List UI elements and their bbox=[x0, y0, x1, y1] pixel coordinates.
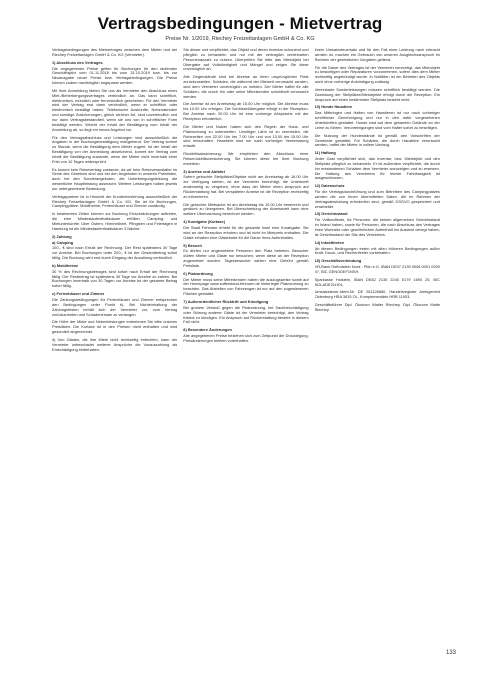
section-heading: b) Mobilheime bbox=[52, 262, 79, 268]
section-heading: 15) Geschäftsverbindung bbox=[314, 258, 362, 264]
paragraph: Für die Dauer des Vertrages ist der Vermieter berechtigt, das Mietobjekt zu besichtigen oder Reparaturen vorzunehmen, sofern dies dem Mieter rechtzeitig angekündigt wurde. In Notfällen ist ein Betreten des Objekts auch ohne vorherige Ankündigung zulässig. bbox=[314, 64, 440, 85]
text-column-3 bbox=[315, 48, 440, 648]
section-heading: 3) Anreise und Abfahrt bbox=[183, 168, 225, 174]
paragraph: Der Mieter muss seine Mitreisenden haben die auszugsweise sowie auf der Homepage www.sufferstand-fehmarn.de hinterlegte Platzordnung zu beachten. Das Abstellen von Fahrzeugen ist nur auf den zugewiesenen Flächen gestattet. bbox=[183, 276, 309, 297]
paragraph: Die gebuchte Mietsache ist am Abreisetag bis 10.00 Uhr besenrein und geräumt zu übergeben. Bei Überschreitung der Abreisezeit kann eine weitere Übernachtung berechnet werden. bbox=[183, 201, 309, 217]
section-heading: 11) Haftung bbox=[314, 150, 336, 156]
paragraph: 30 % des Rechnungsbetrages sind sofort nach Erhalt der Rechnung fällig. Der Restbetrag ist spätestens 30 Tage vor Anreise zu zahlen. Bei Buchungen innerhalb von 30 Tagen vor Anreise ist der gesamte Betrag sofort fällig. bbox=[52, 268, 178, 289]
text-columns bbox=[52, 48, 440, 648]
paragraph: Die angegebenen Preise gelten für Buchungen für den laufenden Geschäftsjahr vom 01.11.2018 bis zum 31.10.2019 bzw. bis zur Neuausgabe neuer Preise bzw. Vertragsbedingungen. Die Preise können zudem nachträglich angepasst werden. bbox=[52, 65, 178, 86]
paragraph: VR-Bank Ostholstein Nord - Plön e.G. IBAN DE07 2139 0008 0001 0290 47, BIC GENODEF1NSH. bbox=[314, 264, 440, 274]
paragraph: Mit Ihrer Anmeldung bieten Sie uns als Vermieter den Abschluss eines Miet-/Beherbergungsvertrages verbindlich an. Das kann schriftlich, elektronisch, mündlich oder fernmündlich geschehen. Für den Vermieter wird der Vertrag erst dann verbindlich, wenn er schriftlich oder elektronisch bestätigt haben. Telefonische Auskünfte, Nebenabreden und sonstige Zusicherungen, gleich welcher Art, sind unverbindlich und nur dann Vertragsbestandteil, wenn sie uns von in schriftlicher Form bestätigt werden. Weicht der Inhalt der Bestätigung vom Inhalt der Anmeldung ab, so liegt ein neues Angebot vor. bbox=[52, 87, 178, 132]
paragraph: Für Vollkaufleute, für Personen, die keinen allgemeinen Gerichtsstand im Inland haben, sowie für Personen, die nach Abschluss des Vertrages ihren Wohnsitz oder gewöhnlichen Aufenthalt ins Ausland verlegt haben, ist Gerichtsstand der Sitz des Vermieters. bbox=[314, 217, 440, 237]
section-heading: 4) Kundgabe (Kurtaxe) bbox=[183, 219, 226, 225]
paragraph: Rücktrittsabsicherung: Wir empfehlen den Abschluss einer Reiserücktrittsversicherung. Sie können diese bei Ihrer Buchung erwerben. bbox=[183, 151, 309, 166]
paragraph: Vertragsbedingungen des Mietvertrages zwischen dem Mieter und der Riechey Freizeitanlagen GmbH & Co. KG (Vermieter). bbox=[52, 48, 178, 57]
page-subtitle: Preise Nr. 1/2019, Riechey Freizeitanlagen GmbH & Co. KG bbox=[165, 36, 315, 42]
section-heading: 7) Außerordentlicher Rücktritt und Kündigung bbox=[183, 298, 269, 304]
paragraph: Für den Vertragsabschluss und Leistungen sind ausschließlich die Angaben in der Buchungsbestätigung maßgebend. Der Vertrag kommt zu Stande, wenn die Bestätigung dem Mieter zugeht. Ist der Inhalt der Bestätigung von der Anmeldung abweichend, kommt der Vertrag zum Inhalt der Bestätigung zustande, wenn der Mieter nicht innerhalb einer Frist von 10 Tagen widerspricht. bbox=[52, 134, 178, 164]
section-heading: 1) Abschluss des Vertrages bbox=[52, 59, 103, 65]
paragraph: Sparkasse Holstein, IBAN DE82 2135 2240 0179 1690 25, BIC NOLADE21HOL. bbox=[314, 276, 440, 287]
paragraph: Sie dieser und verpflichtet, das Objekt und deren Inventar schonend und pfleglich zu behandeln und nur mit der vertraglich vereinbarten Personenanzahl zu nutzen. Überprüfen Sie bitte das Mietobjekt bei Übergabe auf Vollständigkeit und Mängel und zeigen Sie diese unverzüglich an. bbox=[183, 48, 309, 72]
paragraph: In bestimmten Zeiten können zur Buchung Einschränkungen auftreten, die eine Mindestaufenthaltsdauer erfüllen. Camping- und Mietunterkünfte: Über Ostern, Himmelfahrt, Pfingsten und Feiertagen in Hamburg ist die Mindestaufenthaltsdauer 3 Nächte. bbox=[52, 211, 178, 231]
section-heading: 6) Platzordnung bbox=[183, 270, 213, 276]
paragraph: ihrem Umsatzsteuersatz und für den Fall einer Leistung nach erbracht werden ist, machen ein Gebrauch von unseren Ausgleichsanspruch im Rahmen der gesetzlichen Vorgaben geltend. bbox=[314, 48, 440, 62]
paragraph: d) Von Gästen, die ihre Miete nicht rechtzeitig entrichten, kann der Vermieter unbeschadet weiterer Ansprüche die Vorauszahlung als Entschädigung einbehalten. bbox=[52, 336, 178, 352]
text-column-1 bbox=[52, 48, 177, 648]
paragraph: Vertragspartner ist in Hinsicht der Kundenbeziehung ausschließlich der Riechey Freizeitanlagen GmbH & Co. KG. Sie ist für Buchungen, Campingplätze, Mobilheime, Ferienhäuser und Zimmer zuständig. bbox=[52, 193, 178, 209]
paragraph: Das Mitbringen und Halten von Haustieren ist nur nach vorheriger schriftlicher Genehmigung und nur in den dafür vorgesehenen Unterkünften gestattet. Hunde sind auf dem gesamten Gelände an der Leine zu führen. Verunreinigungen sind vom Halter sofort zu beseitigen. bbox=[314, 110, 440, 130]
paragraph: Es kommt kein Reisevertrag zustande, da wir kein Reiseveranstalter im Sinne des Gesetzes sind und bei den Angeboten in unseren Preislisten, auch bei den Sonderangeboten, die Unterbringungsleistung die wesentliche Hauptleistung ausmacht. Weitere Leistungen haben jeweils nur untergeordnete Bedeutung. bbox=[52, 166, 178, 191]
paragraph: Für die Vertragsdurchführung und zum Betreiben des Campingplatzes werden die von Ihnen übermittelten Daten, die im Rahmen der Vertragsabwicklung erforderlich sind, gemäß DSGVO gespeichert und verarbeitet. bbox=[314, 189, 440, 209]
paragraph: Die Nutzung der Hundestrände ist gemäß den Vorschriften der Gemeinde gestattet. Für Schäden, die durch Haustiere verursacht werden, haftet der Mieter in vollem Umfang. bbox=[314, 132, 440, 148]
paragraph: Die Zahlungsbedingungen für Ferienhäuser und Zimmer entsprechen den Bedingungen unter Punkt b). Bei Nichteinhaltung der Zahlungsfristen behält sich der Vermieter vor, vom Vertrag zurückzutreten und Schadenersatz zu verlangen. bbox=[52, 296, 178, 317]
paragraph: Die Anreise ist am Anreisetag ab 15.00 Uhr möglich. Die Abreise muss bis 10.00 Uhr erfolgen. Die Schlüsselübergabe erfolgt in der Rezeption. Bei Anreise nach 20.00 Uhr ist eine vorherige Absprache mit der Rezeption erforderlich. bbox=[183, 101, 309, 121]
paragraph: Jeder Gast verpflichtet sich, das Inventar, bzw. Mietobjekt und den Stellplatz pfleglich zu behandeln. Er ist außerdem verpflichtet, die durch ihn entstandenen Schäden dem Vermieter anzuzeigen und zu ersetzen. Die Haftung des Vermieters für leichte Fahrlässigkeit ist ausgeschlossen. bbox=[314, 156, 440, 181]
paragraph: Alle Gegenstände sind bei Abreise an ihren ursprünglichen Platz zurückzustellen. Schäden, die während der Mietzeit verursacht werden, sind dem Vermieter unverzüglich zu melden. Der Mieter haftet für alle Schäden, die durch ihn oder seine Mitreisenden schuldhaft verursacht werden. bbox=[183, 74, 309, 99]
page-title: Vertragsbedingungen - Mietvertrag bbox=[97, 14, 383, 33]
section-heading: 5) Besuch bbox=[183, 242, 202, 248]
paragraph: Geschäftsführer Dipl. Ökonom Walter Riechey, Dipl. Ökonom Malte Riechey. bbox=[314, 302, 440, 312]
section-heading: 2) Zahlung bbox=[52, 233, 72, 239]
paragraph: 100,- € sind nach Erhalt der Rechnung. Der Rest spätestens 30 Tage vor Anreise. Bei Buchungen unter 200,- € ist der Gesamtbetrag sofort fällig. Die Buchung wird erst durch Eingang der Anzahlung verbindlich. bbox=[52, 245, 178, 261]
paragraph: Es dürfen nur angemeldete Personen den Platz betreten. Besucher dürfen Mieter und Gäste nur besuchen, wenn diese an der Rezeption angemeldet wurden. Tagesbesucher zahlen eine Gebühr gemäß Preisliste. bbox=[183, 248, 309, 268]
text-column-2 bbox=[183, 48, 308, 648]
paragraph: Bei grobem Verstoß gegen die Platzordnung, bei Sachbeschädigung oder Störung anderer Gäste ist der Vermieter berechtigt, den Vertrag fristlos zu kündigen. Ein Anspruch auf Rückerstattung besteht in diesem Fall nicht. bbox=[183, 304, 309, 325]
section-heading: a) Camping bbox=[52, 239, 74, 245]
paragraph: Vereinbarte Sonderleistungen müssen schriftlich bestätigt werden. Die Zuweisung der Stellplätze/Mietobjekte erfolgt durch die Rezeption. Ein Anspruch auf einen bestimmten Stellplatz besteht nicht. bbox=[314, 86, 440, 102]
paragraph: Ab diesen Bedingungen treten mit allen früheren Bedingungen außer Kraft. Druck- und Rechenfehler vorbehalten. bbox=[314, 245, 440, 256]
paragraph: Alle angegebenen Preise beziehen sich zum Zeitpunkt der Drucklegung. Preisänderungen bleiben vorbehalten. bbox=[183, 333, 309, 343]
paragraph: Die Mieter und Nutzer haben sich den Regeln der Haus- und Platzordnung zu unterwerfen. Unnötiger Lärm ist zu vermeiden, die Ruhezeiten von 22.00 Uhr bis 7.00 Uhr und von 13.00 bis 15.00 Uhr sind einzuhalten. Haustiere sind nur nach vorheriger Vereinbarung erlaubt. bbox=[183, 123, 309, 149]
paragraph: Die Stadt Fehmarn erhebt für die gesamte Insel eine Kurabgabe. Sie wird an der Rezeption erhoben und ist nicht im Mietpreis enthalten. Die Gäste erhalten eine Gästekarte für die Dauer ihres Aufenthaltes. bbox=[183, 225, 309, 240]
section-heading: 13) Gerichtsstand bbox=[314, 211, 348, 217]
section-heading: c) Ferienhäuser und Zimmer bbox=[52, 291, 105, 297]
paragraph: Umsatzsteuer-Ident-Nr. DE 261128680, Handelsregister Amtsgericht Oldenburg HRA 3815 OL, Komplementärin HRB 11903. bbox=[314, 289, 440, 300]
paragraph: Sofern gebuchte Stellplätze/Objekte nicht am Anreisetag ab 16.00 Uhr zur Verfügung stehen, ist der Vermieter berechtigt, die Unterkunft anderweitig zu vergeben, ohne dass der Mieter einen Anspruch auf Rückerstattung hat. Bei verspäteter Anreise ist die Rezeption rechtzeitig zu informieren. bbox=[183, 174, 309, 199]
section-heading: 8) Besondere Änderungen bbox=[183, 327, 232, 333]
paragraph: Die Höhe der Miete und Nebenleistungen entnehmen Sie bitte unseren Preislisten. Die Kurtaxe ist in den Preisen nicht enthalten und wird gesondert abgerechnet. bbox=[52, 319, 178, 335]
section-heading: 12) Datenschutz bbox=[314, 183, 345, 189]
section-heading: 10) Hunde Haustiere bbox=[314, 104, 353, 110]
page-number: 133 bbox=[446, 650, 457, 656]
section-heading: 14) Inkrafttreten bbox=[314, 239, 344, 245]
